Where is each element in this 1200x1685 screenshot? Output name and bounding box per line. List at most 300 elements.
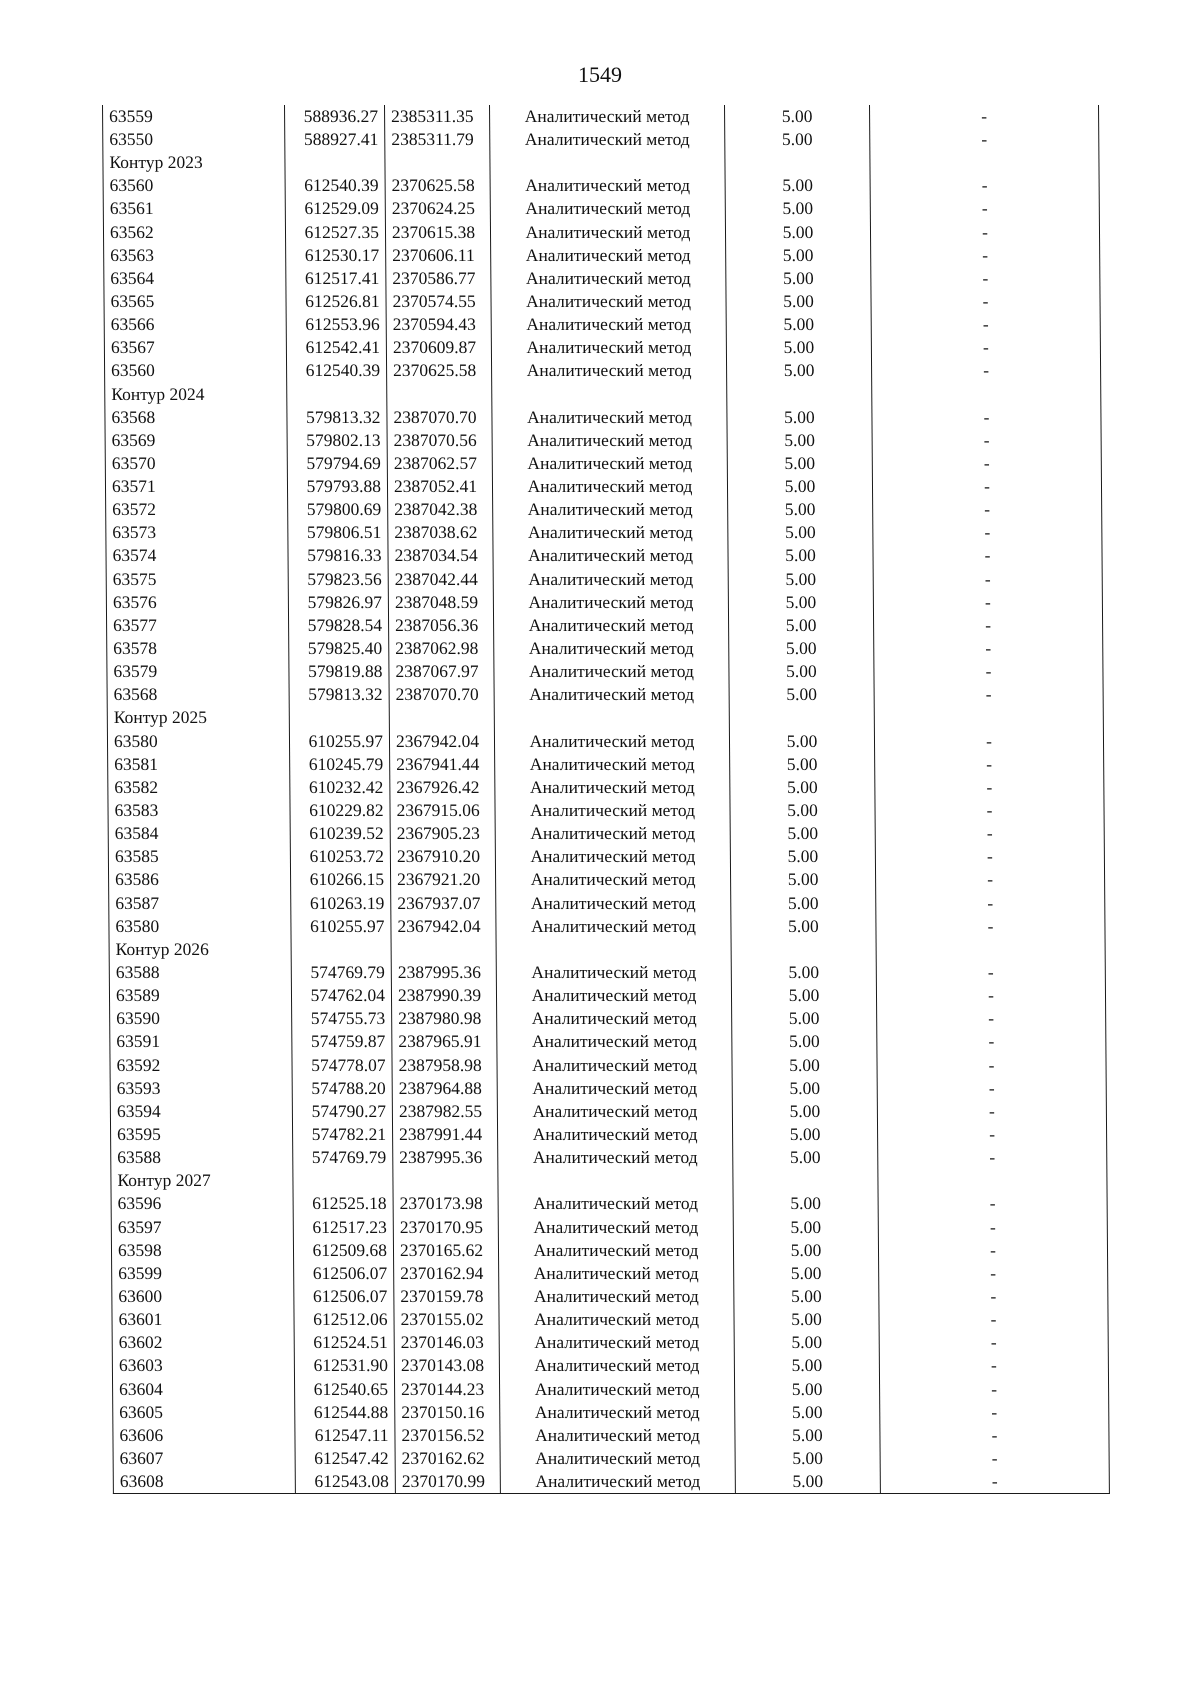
accuracy-value: 5.00 [732,1031,877,1054]
point-row [106,614,1102,637]
point-id: 63585 [108,846,290,869]
accuracy-value: 5.00 [730,846,875,869]
note-dash: - [878,1193,1107,1216]
determination-method: Аналитический метод [500,1401,735,1424]
coord-x: 612542.41 [286,336,386,359]
coord-y: 2370624.25 [385,198,490,221]
accuracy-value: 5.00 [732,1007,877,1030]
coord-x: 574788.20 [292,1077,392,1100]
coord-x: 610239.52 [290,822,390,845]
coord-y: 2387980.98 [392,1007,497,1030]
coord-y: 2370606.11 [386,244,491,267]
coord-y: 2387070.70 [387,406,492,429]
note-dash: - [877,1054,1106,1077]
coord-x: 612529.09 [285,198,385,221]
coord-x: 579826.97 [288,591,388,614]
coord-y: 2370150.16 [395,1401,500,1424]
point-row [108,846,1104,869]
determination-method: Аналитический метод [499,1262,734,1285]
point-id: 63566 [104,313,286,336]
point-id: 63568 [107,684,289,707]
coord-y: 2370170.99 [395,1470,500,1494]
note-dash: - [880,1401,1109,1424]
note-dash: - [879,1285,1108,1308]
contour-method-cell [496,938,731,961]
point-row [110,1031,1106,1054]
note-dash: - [871,313,1100,336]
contour-label: Контур 2025 [107,707,289,730]
accuracy-value: 5.00 [732,1054,877,1077]
note-dash: - [875,776,1104,799]
coord-y: 2370143.08 [394,1355,499,1378]
determination-method: Аналитический метод [495,822,730,845]
determination-method: Аналитический метод [499,1308,734,1331]
note-dash: - [873,568,1102,591]
coord-y: 2387052.41 [387,475,492,498]
accuracy-value: 5.00 [728,522,873,545]
determination-method: Аналитический метод [496,892,731,915]
determination-method: Аналитический метод [493,498,728,521]
coord-x: 612553.96 [286,313,386,336]
coordinates-table [102,105,1110,1494]
point-row [107,684,1103,707]
point-row [104,267,1100,290]
point-row [106,568,1102,591]
note-dash: - [879,1308,1108,1331]
point-id: 63580 [109,915,291,938]
coord-y: 2367942.04 [391,915,496,938]
determination-method: Аналитический метод [495,846,730,869]
coord-y: 2385311.35 [385,105,490,128]
note-dash: - [880,1447,1109,1470]
accuracy-value: 5.00 [727,406,872,429]
note-dash: - [870,105,1099,128]
coord-x: 610253.72 [290,846,390,869]
note-dash: - [879,1355,1108,1378]
note-dash: - [876,915,1105,938]
coord-x: 612509.68 [293,1239,393,1262]
note-dash: - [877,1123,1106,1146]
note-dash: - [879,1262,1108,1285]
determination-method: Аналитический метод [499,1378,734,1401]
note-dash: - [878,1146,1107,1169]
note-dash: - [878,1216,1107,1239]
note-dash: - [871,360,1100,383]
note-dash: - [874,660,1103,683]
coord-y: 2370594.43 [386,313,491,336]
point-row [108,799,1104,822]
point-row [113,1401,1109,1424]
coord-y: 2370144.23 [394,1378,499,1401]
determination-method: Аналитический метод [497,1007,732,1030]
point-id: 63602 [112,1331,294,1354]
coord-x: 610245.79 [290,753,390,776]
coord-x: 579819.88 [289,660,389,683]
point-row [106,498,1102,521]
coord-y: 2370156.52 [395,1424,500,1447]
accuracy-value: 5.00 [730,869,875,892]
accuracy-value: 5.00 [733,1216,878,1239]
determination-method: Аналитический метод [491,244,726,267]
point-id: 63588 [109,961,291,984]
coordinates-table-wrapper [102,105,1109,1494]
note-dash: - [874,730,1103,753]
accuracy-value: 5.00 [731,961,876,984]
point-id: 63598 [111,1239,293,1262]
determination-method: Аналитический метод [491,290,726,313]
accuracy-value: 5.00 [733,1146,878,1169]
contour-label: Контур 2026 [109,938,291,961]
accuracy-value: 5.00 [726,336,871,359]
coord-y: 2370146.03 [394,1331,499,1354]
coord-y: 2370625.58 [386,360,491,383]
determination-method: Аналитический метод [497,1100,732,1123]
point-row [103,128,1099,151]
point-id: 63587 [109,892,291,915]
determination-method: Аналитический метод [493,545,728,568]
point-row [107,730,1103,753]
determination-method: Аналитический метод [493,522,728,545]
coord-y: 2387958.98 [392,1054,497,1077]
coord-x: 612540.39 [286,360,386,383]
page-number: 1549 [578,62,622,87]
point-id: 63591 [110,1031,292,1054]
coord-x: 579806.51 [288,522,388,545]
note-dash: - [875,869,1104,892]
determination-method: Аналитический метод [494,730,729,753]
determination-method: Аналитический метод [493,614,728,637]
point-row [104,360,1100,383]
coord-x: 610266.15 [290,869,390,892]
accuracy-value: 5.00 [725,105,870,128]
accuracy-value: 5.00 [726,244,871,267]
coord-y: 2387034.54 [388,545,493,568]
contour-method-cell [490,151,725,174]
point-row [112,1355,1108,1378]
note-dash: - [876,984,1105,1007]
coord-y: 2367942.04 [389,730,494,753]
coord-y: 2387062.57 [387,452,492,475]
coord-x: 612525.18 [293,1193,393,1216]
point-id: 63569 [105,429,287,452]
point-id: 63599 [112,1262,294,1285]
coord-y: 2367937.07 [391,892,496,915]
coord-x: 612506.07 [294,1262,394,1285]
accuracy-value: 5.00 [735,1470,880,1494]
accuracy-value: 5.00 [735,1401,880,1424]
point-row [108,869,1104,892]
coord-y: 2387042.38 [388,498,493,521]
accuracy-value: 5.00 [733,1239,878,1262]
determination-method: Аналитический метод [499,1331,734,1354]
coord-x: 579793.88 [287,475,387,498]
accuracy-value: 5.00 [734,1285,879,1308]
point-row [104,313,1100,336]
point-id: 63589 [109,984,291,1007]
accuracy-value: 5.00 [727,452,872,475]
note-dash: - [873,498,1102,521]
point-row [111,1239,1107,1262]
note-dash: - [871,336,1100,359]
point-id: 63562 [103,221,285,244]
coord-x: 574762.04 [291,984,391,1007]
point-row [112,1378,1108,1401]
point-row [103,174,1099,197]
coord-y: 2387070.70 [389,684,494,707]
note-dash: - [877,1077,1106,1100]
note-dash: - [870,128,1099,151]
point-row [109,984,1105,1007]
determination-method: Аналитический метод [496,984,731,1007]
accuracy-value: 5.00 [734,1378,879,1401]
determination-method: Аналитический метод [492,475,727,498]
note-dash: - [872,406,1101,429]
coord-y: 2387990.39 [391,984,496,1007]
coord-x: 574769.79 [293,1146,393,1169]
note-dash: - [873,545,1102,568]
coord-y: 2367941.44 [390,753,495,776]
coord-x: 574778.07 [292,1054,392,1077]
determination-method: Аналитический метод [500,1424,735,1447]
coord-y: 2387995.36 [393,1146,498,1169]
note-dash: - [879,1331,1108,1354]
note-dash: - [873,522,1102,545]
coord-x: 612512.06 [294,1308,394,1331]
determination-method: Аналитический метод [491,313,726,336]
point-id: 63572 [106,498,288,521]
note-dash: - [875,846,1104,869]
point-id: 63560 [103,174,285,197]
coord-x: 574790.27 [292,1100,392,1123]
determination-method: Аналитический метод [497,1054,732,1077]
point-id: 63580 [107,730,289,753]
coord-y: 2387995.36 [391,961,496,984]
determination-method: Аналитический метод [498,1193,733,1216]
coord-y: 2370173.98 [393,1193,498,1216]
point-row [107,637,1103,660]
point-id: 63579 [107,660,289,683]
coord-y: 2370162.62 [395,1447,500,1470]
point-row [108,822,1104,845]
point-row [106,591,1102,614]
coord-x: 610263.19 [291,892,391,915]
point-row [109,961,1105,984]
coord-y: 2370170.95 [393,1216,498,1239]
contour-y-cell [385,151,490,174]
coord-y: 2367910.20 [390,846,495,869]
accuracy-value: 5.00 [730,799,875,822]
coord-y: 2387056.36 [388,614,493,637]
coord-x: 610229.82 [290,799,390,822]
coord-x: 612540.39 [285,174,385,197]
point-id: 63574 [106,545,288,568]
determination-method: Аналитический метод [490,198,725,221]
coord-y: 2387965.91 [392,1031,497,1054]
coord-y: 2387062.98 [389,637,494,660]
coord-y: 2370162.94 [394,1262,499,1285]
note-dash: - [871,267,1100,290]
point-id: 63573 [106,522,288,545]
determination-method: Аналитический метод [495,776,730,799]
note-dash: - [872,475,1101,498]
point-row [103,221,1099,244]
point-row [105,429,1101,452]
note-dash: - [871,244,1100,267]
coord-x: 588927.41 [285,128,385,151]
point-row [111,1216,1107,1239]
note-dash: - [879,1378,1108,1401]
coord-y: 2385311.79 [385,128,490,151]
coord-y: 2370615.38 [385,221,490,244]
determination-method: Аналитический метод [490,128,725,151]
coord-y: 2370155.02 [394,1308,499,1331]
coordinates-table-body [103,105,1110,1494]
point-id: 63607 [113,1447,295,1470]
point-row [113,1447,1109,1470]
point-row [110,1054,1106,1077]
contour-accuracy-cell [733,1169,878,1192]
note-dash: - [872,452,1101,475]
accuracy-value: 5.00 [731,892,876,915]
coord-y: 2370625.58 [385,174,490,197]
accuracy-value: 5.00 [726,290,871,313]
point-id: 63581 [108,753,290,776]
point-row [110,1123,1106,1146]
contour-header-row [107,707,1103,730]
point-row [106,522,1102,545]
coord-x: 610255.97 [291,915,391,938]
point-id: 63575 [106,568,288,591]
point-id: 63560 [104,360,286,383]
point-row [103,105,1099,128]
point-id: 63561 [103,198,285,221]
note-dash: - [875,799,1104,822]
coord-y: 2367905.23 [390,822,495,845]
coord-x: 610255.97 [289,730,389,753]
coord-y: 2370609.87 [386,336,491,359]
point-id: 63592 [110,1054,292,1077]
point-row [108,776,1104,799]
contour-label: Контур 2023 [103,151,285,174]
accuracy-value: 5.00 [731,915,876,938]
coord-y: 2370159.78 [394,1285,499,1308]
point-row [112,1285,1108,1308]
accuracy-value: 5.00 [728,545,873,568]
point-id: 63588 [111,1146,293,1169]
contour-note-cell [876,938,1105,961]
coord-x: 612524.51 [294,1331,394,1354]
point-row [112,1262,1108,1285]
coord-y: 2387042.44 [388,568,493,591]
coord-y: 2387991.44 [392,1123,497,1146]
coord-y: 2387038.62 [388,522,493,545]
point-id: 63586 [108,869,290,892]
point-id: 63595 [110,1123,292,1146]
coord-x: 574769.79 [291,961,391,984]
point-id: 63577 [106,614,288,637]
accuracy-value: 5.00 [728,614,873,637]
point-row [105,475,1101,498]
coord-x: 579828.54 [288,614,388,637]
coord-x: 588936.27 [285,105,385,128]
accuracy-value: 5.00 [734,1331,879,1354]
contour-header-row [103,151,1099,174]
coord-x: 610232.42 [290,776,390,799]
note-dash: - [877,1031,1106,1054]
note-dash: - [870,174,1099,197]
point-id: 63565 [104,290,286,313]
contour-y-cell [391,938,496,961]
contour-x-cell [287,383,387,406]
note-dash: - [880,1470,1109,1494]
coord-x: 612526.81 [286,290,386,313]
determination-method: Аналитический метод [492,452,727,475]
point-id: 63600 [112,1285,294,1308]
point-id: 63593 [110,1077,292,1100]
accuracy-value: 5.00 [727,475,872,498]
point-row [113,1470,1109,1494]
coord-x: 612506.07 [294,1285,394,1308]
coord-y: 2387070.56 [387,429,492,452]
point-row [109,892,1105,915]
determination-method: Аналитический метод [495,799,730,822]
point-id: 63559 [103,105,285,128]
coord-y: 2367921.20 [390,869,495,892]
coord-y: 2370586.77 [386,267,491,290]
coord-x: 579825.40 [289,637,389,660]
point-id: 63603 [112,1355,294,1378]
point-row [105,406,1101,429]
point-id: 63576 [106,591,288,614]
determination-method: Аналитический метод [494,660,729,683]
accuracy-value: 5.00 [732,1123,877,1146]
contour-x-cell [293,1169,393,1192]
point-id: 63596 [111,1193,293,1216]
determination-method: Аналитический метод [499,1285,734,1308]
coord-y: 2387964.88 [392,1077,497,1100]
note-dash: - [871,290,1100,313]
note-dash: - [876,892,1105,915]
point-id: 63608 [113,1470,295,1494]
note-dash: - [875,753,1104,776]
coord-x: 579816.33 [288,545,388,568]
accuracy-value: 5.00 [730,822,875,845]
contour-accuracy-cell [725,151,870,174]
coord-x: 612547.11 [295,1424,395,1447]
accuracy-value: 5.00 [732,1077,877,1100]
coord-x: 579794.69 [287,452,387,475]
accuracy-value: 5.00 [729,730,874,753]
point-id: 63582 [108,776,290,799]
note-dash: - [870,198,1099,221]
contour-label: Контур 2027 [111,1169,293,1192]
point-row [110,1100,1106,1123]
point-id: 63584 [108,822,290,845]
accuracy-value: 5.00 [735,1447,880,1470]
point-id: 63567 [104,336,286,359]
coord-x: 612531.90 [294,1355,394,1378]
point-id: 63590 [110,1007,292,1030]
determination-method: Аналитический метод [497,1077,732,1100]
determination-method: Аналитический метод [491,267,726,290]
point-id: 63578 [107,637,289,660]
note-dash: - [872,429,1101,452]
point-row [113,1424,1109,1447]
note-dash: - [876,961,1105,984]
coord-x: 574759.87 [292,1031,392,1054]
note-dash: - [873,591,1102,614]
determination-method: Аналитический метод [490,105,725,128]
